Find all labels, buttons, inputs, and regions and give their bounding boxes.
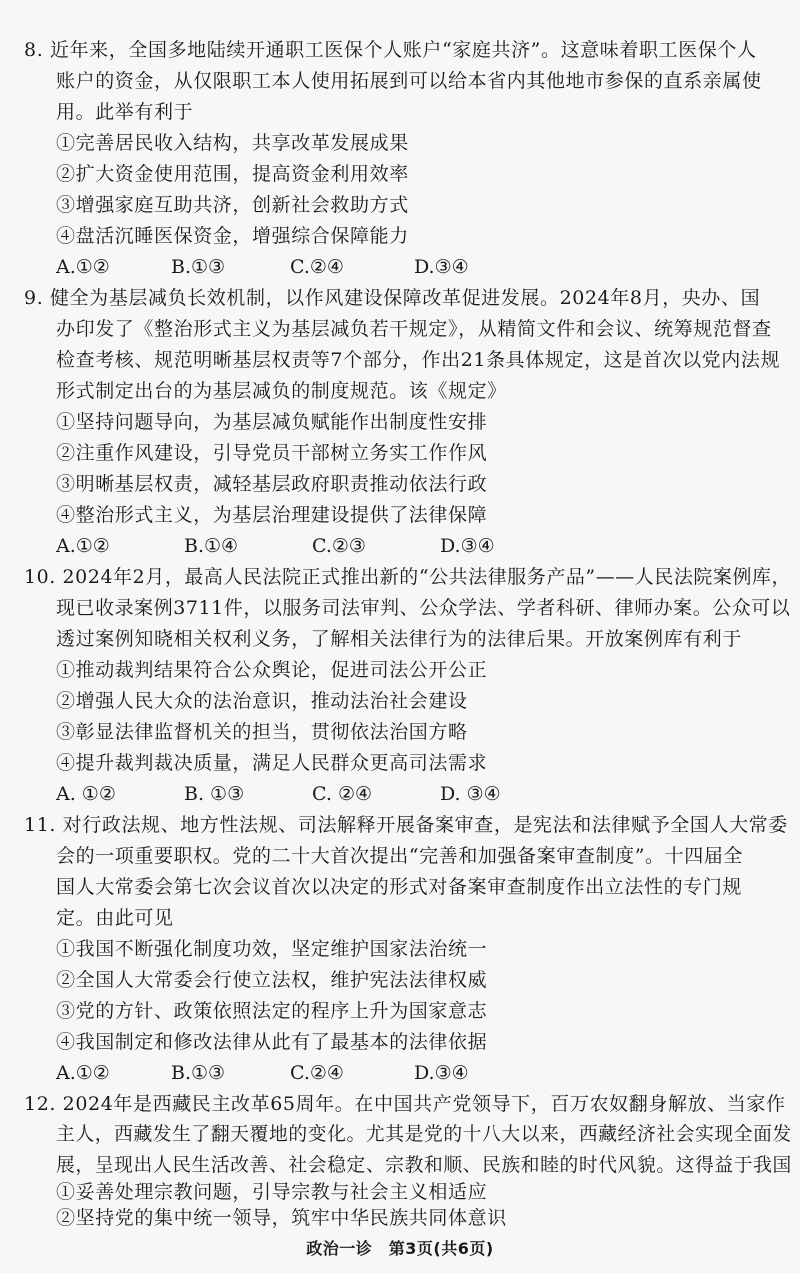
option-line: ③彰显法律监督机关的担当，贯彻依法治国方略 — [56, 721, 468, 743]
choice-a: A.①② — [56, 1062, 110, 1084]
option-line: ④盘活沉睡医保资金，增强综合保障能力 — [56, 225, 409, 247]
option-line: ④提升裁判裁决质量，满足人民群众更高司法需求 — [56, 752, 488, 774]
choice-d: D.③④ — [414, 256, 469, 278]
stem-line: 10. 2024年2月，最高人民法院正式推出新的“公共法律服务产品”——人民法院案例库， — [24, 566, 792, 588]
stem-line: 定。由此可见 — [56, 907, 174, 929]
stem-line: 主人，西藏发生了翻天覆地的变化。尤其是党的十八大以来，西藏经济社会实现全面发 — [56, 1124, 792, 1145]
choice-c: C.②④ — [290, 1062, 344, 1084]
option-line: ①妥善处理宗教问题，引导宗教与社会主义相适应 — [56, 1181, 488, 1203]
option-line: ④我国制定和修改法律从此有了最基本的法律依据 — [56, 1031, 488, 1053]
choice-c: C. ②④ — [312, 783, 373, 805]
option-line: ①推动裁判结果符合公众舆论，促进司法公开公正 — [56, 659, 488, 681]
stem-line: 9. 健全为基层减负长效机制，以作风建设保障改革促进发展。2024年8月，央办、国 — [24, 287, 761, 309]
option-line: ②扩大资金使用范围，提高资金利用效率 — [56, 163, 409, 185]
option-line: ②增强人民大众的法治意识，推动法治社会建设 — [56, 690, 468, 712]
page-footer: 政治一诊 第3页(共6页) — [306, 1239, 494, 1258]
choice-b: B. ①③ — [184, 783, 245, 805]
stem-line: 透过案例知晓相关权利义务，了解相关法律行为的法律后果。开放案例库有利于 — [56, 628, 743, 650]
choice-a: A. ①② — [56, 783, 116, 805]
option-line: ②注重作风建设，引导党员干部树立务实工作作风 — [56, 442, 488, 464]
choice-b: B.①③ — [171, 256, 226, 278]
choice-b: B.①③ — [171, 1062, 226, 1084]
stem-line: 账户的资金，从仅限职工本人使用拓展到可以给本省内其他地市参保的直系亲属使 — [56, 70, 762, 92]
choice-d: D. ③④ — [440, 783, 501, 805]
choice-d: D.③④ — [414, 1062, 469, 1084]
option-line: ②坚持党的集中统一领导，筑牢中华民族共同体意识 — [56, 1207, 507, 1229]
stem-line: 办印发了《整治形式主义为基层减负若干规定》，从精简文件和会议、统筹规范督查 — [56, 318, 772, 340]
stem-line: 检查考核、规范明晰基层权责等7个部分，作出21条具体规定，这是首次以党内法规 — [56, 349, 781, 371]
option-line: ③党的方针、政策依照法定的程序上升为国家意志 — [56, 1000, 488, 1022]
choice-c: C.②④ — [290, 256, 344, 278]
stem-line: 8. 近年来，全国多地陆续开通职工医保个人账户“家庭共济”。这意味着职工医保个人 — [24, 39, 757, 61]
stem-line: 形式制定出台的为基层减负的制度规范。该《规定》 — [56, 380, 507, 402]
choice-d: D.③④ — [440, 535, 495, 557]
choice-a: A.①② — [56, 535, 110, 557]
choice-b: B.①④ — [184, 535, 239, 557]
choice-a: A.①② — [56, 256, 110, 278]
option-line: ①坚持问题导向，为基层减负赋能作出制度性安排 — [56, 411, 488, 433]
stem-line: 国人大常委会第七次会议首次以决定的形式对备案审查制度作出立法性的专门规 — [56, 876, 743, 898]
choice-c: C.②③ — [312, 535, 366, 557]
stem-line: 现已收录案例3711件，以服务司法审判、公众学法、学者科研、律师办案。公众可以 — [56, 597, 791, 619]
option-line: ③增强家庭互助共济，创新社会救助方式 — [56, 194, 409, 216]
option-line: ①完善居民收入结构，共享改革发展成果 — [56, 132, 409, 154]
option-line: ④整治形式主义，为基层治理建设提供了法律保障 — [56, 504, 488, 526]
stem-line: 12. 2024年是西藏民主改革65周年。在中国共产党领导下，百万农奴翻身解放、当家作 — [24, 1093, 786, 1115]
stem-line: 会的一项重要职权。党的二十大首次提出“完善和加强备案审查制度”。十四届全 — [56, 845, 744, 867]
option-line: ①我国不断强化制度功效，坚定维护国家法治统一 — [56, 938, 488, 960]
stem-line: 展，呈现出人民生活改善、社会稳定、宗教和顺、民族和睦的时代风貌。这得益于我国 — [56, 1155, 792, 1176]
stem-line: 用。此举有利于 — [56, 101, 194, 123]
stem-line: 11. 对行政法规、地方性法规、司法解释开展备案审查，是宪法和法律赋予全国人大常委 — [24, 814, 788, 836]
option-line: ②全国人大常委会行使立法权，维护宪法法律权威 — [56, 969, 488, 991]
option-line: ③明晰基层权责，减轻基层政府职责推动依法行政 — [56, 473, 488, 495]
